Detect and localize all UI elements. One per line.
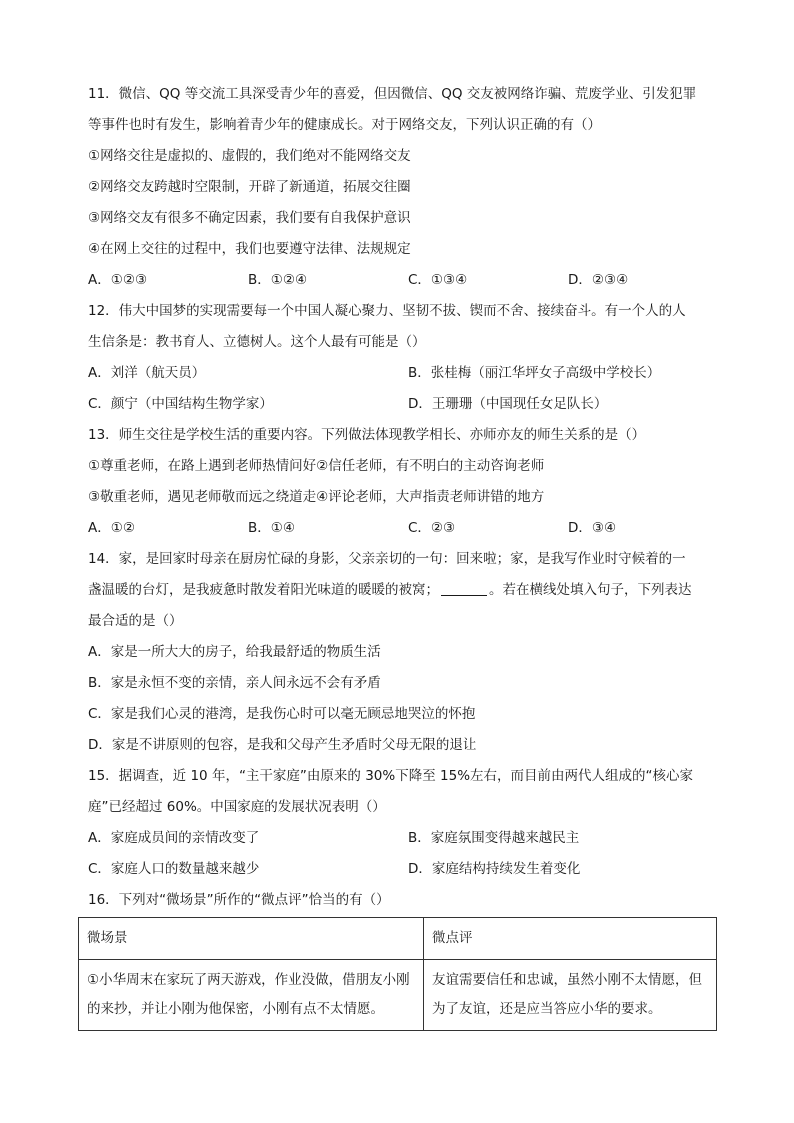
question-stem: 最合适的是（） [88, 613, 183, 629]
question-stem: 13．师生交往是学校生活的重要内容。下列做法体现教学相长、亦师亦友的师生关系的是（） [88, 427, 646, 443]
option-a[interactable]: A．刘洋（航天员） [88, 365, 206, 381]
question-11 [88, 79, 728, 296]
question-14 [88, 544, 728, 761]
question-stem: 盏温暖的台灯，是我疲惫时散发着阳光味道的暖暖的被窝； 。若在横线处填入句子，下列表达 [88, 582, 692, 598]
option-d[interactable]: D．③④ [568, 520, 617, 536]
statement: ③网络交友有很多不确定因素，我们要有自我保护意识 [88, 210, 411, 226]
question-stem: 庭”已经超过 60%。中国家庭的发展状况表明（） [88, 799, 386, 815]
question-stem: 14．家，是回家时母亲在厨房忙碌的身影，父亲亲切的一句：回来啦；家，是我写作业时守候着的一 [88, 551, 686, 567]
question-stem: 11．微信、QQ 等交流工具深受青少年的喜爱，但因微信、QQ 交友被网络诈骗、荒废学业、引发犯罪 [88, 86, 697, 102]
table-header-row [79, 918, 717, 960]
question-stem: 12．伟大中国梦的实现需要每一个中国人凝心聚力、坚韧不拔、锲而不舍、接续奋斗。有一个人的人 [88, 303, 686, 319]
question-stem: 生信条是：教书育人、立德树人。这个人最有可能是（） [88, 334, 426, 350]
options-row [88, 389, 728, 420]
option-b[interactable]: B．家是永恒不变的亲情，亲人间永远不会有矛盾 [88, 675, 381, 691]
option-b[interactable]: B．①②④ [248, 272, 308, 288]
options-row [88, 265, 728, 296]
option-d[interactable]: D．②③④ [568, 272, 629, 288]
statement: ③敬重老师，遇见老师敬而远之绕道走④评论老师，大声指责老师讲错的地方 [88, 489, 545, 505]
question-15 [88, 761, 728, 885]
fill-blank[interactable] [441, 580, 487, 596]
statement: ①网络交往是虚拟的、虚假的，我们绝对不能网络交友 [88, 148, 411, 164]
option-c[interactable]: C．家庭人口的数量越来越少 [88, 861, 260, 877]
option-a[interactable]: A．①② [88, 520, 135, 536]
option-d[interactable]: D．王珊珊（中国现任女足队长） [408, 396, 608, 412]
option-b[interactable]: B．家庭氛围变得越来越民主 [408, 830, 580, 846]
table-cell: ①小华周末在家玩了两天游戏，作业没做，借朋友小刚的来抄，并让小刚为他保密，小刚有点不太情愿。 [79, 960, 424, 1031]
options-row [88, 358, 728, 389]
question-sheet [88, 79, 728, 916]
table-cell: 友谊需要信任和忠诚，虽然小刚不太情愿，但为了友谊，还是应当答应小华的要求。 [424, 960, 717, 1031]
question-stem: 16．下列对“微场景”所作的“微点评”恰当的有（） [88, 892, 390, 908]
statement: ①尊重老师，在路上遇到老师热情问好②信任老师，有不明白的主动咨询老师 [88, 458, 545, 474]
option-a[interactable]: A．家是一所大大的房子，给我最舒适的物质生活 [88, 644, 381, 660]
table-header-cell: 微场景 [79, 918, 424, 960]
option-c[interactable]: C．②③ [408, 520, 456, 536]
table-header-cell: 微点评 [424, 918, 717, 960]
option-d[interactable]: D．家庭结构持续发生着变化 [408, 861, 581, 877]
option-d[interactable]: D．家是不讲原则的包容，是我和父母产生矛盾时父母无限的退让 [88, 737, 477, 753]
scene-comment-table [78, 917, 717, 1031]
option-a[interactable]: A．家庭成员间的亲情改变了 [88, 830, 260, 846]
table-row [79, 960, 717, 1031]
question-13 [88, 420, 728, 544]
option-b[interactable]: B．①④ [248, 520, 295, 536]
options-row [88, 513, 728, 544]
option-c[interactable]: C．颜宁（中国结构生物学家） [88, 396, 273, 412]
options-row [88, 823, 728, 854]
option-b[interactable]: B．张桂梅（丽江华坪女子高级中学校长） [408, 365, 661, 381]
question-stem: 等事件也时有发生，影响着青少年的健康成长。对于网络交友，下列认识正确的有（） [88, 117, 601, 133]
question-stem: 15．据调查，近 10 年，“主干家庭”由原来的 30%下降至 15%左右，而目前由两代人组成的“核心家 [88, 768, 694, 784]
statement: ②网络交友跨越时空限制，开辟了新通道，拓展交往圈 [88, 179, 411, 195]
option-a[interactable]: A．①②③ [88, 272, 148, 288]
option-c[interactable]: C．①③④ [408, 272, 468, 288]
question-12 [88, 296, 728, 420]
statement: ④在网上交往的过程中，我们也要遵守法律、法规规定 [88, 241, 411, 257]
options-row [88, 854, 728, 885]
option-c[interactable]: C．家是我们心灵的港湾，是我伤心时可以毫无顾忌地哭泣的怀抱 [88, 706, 476, 722]
question-16 [88, 885, 728, 916]
